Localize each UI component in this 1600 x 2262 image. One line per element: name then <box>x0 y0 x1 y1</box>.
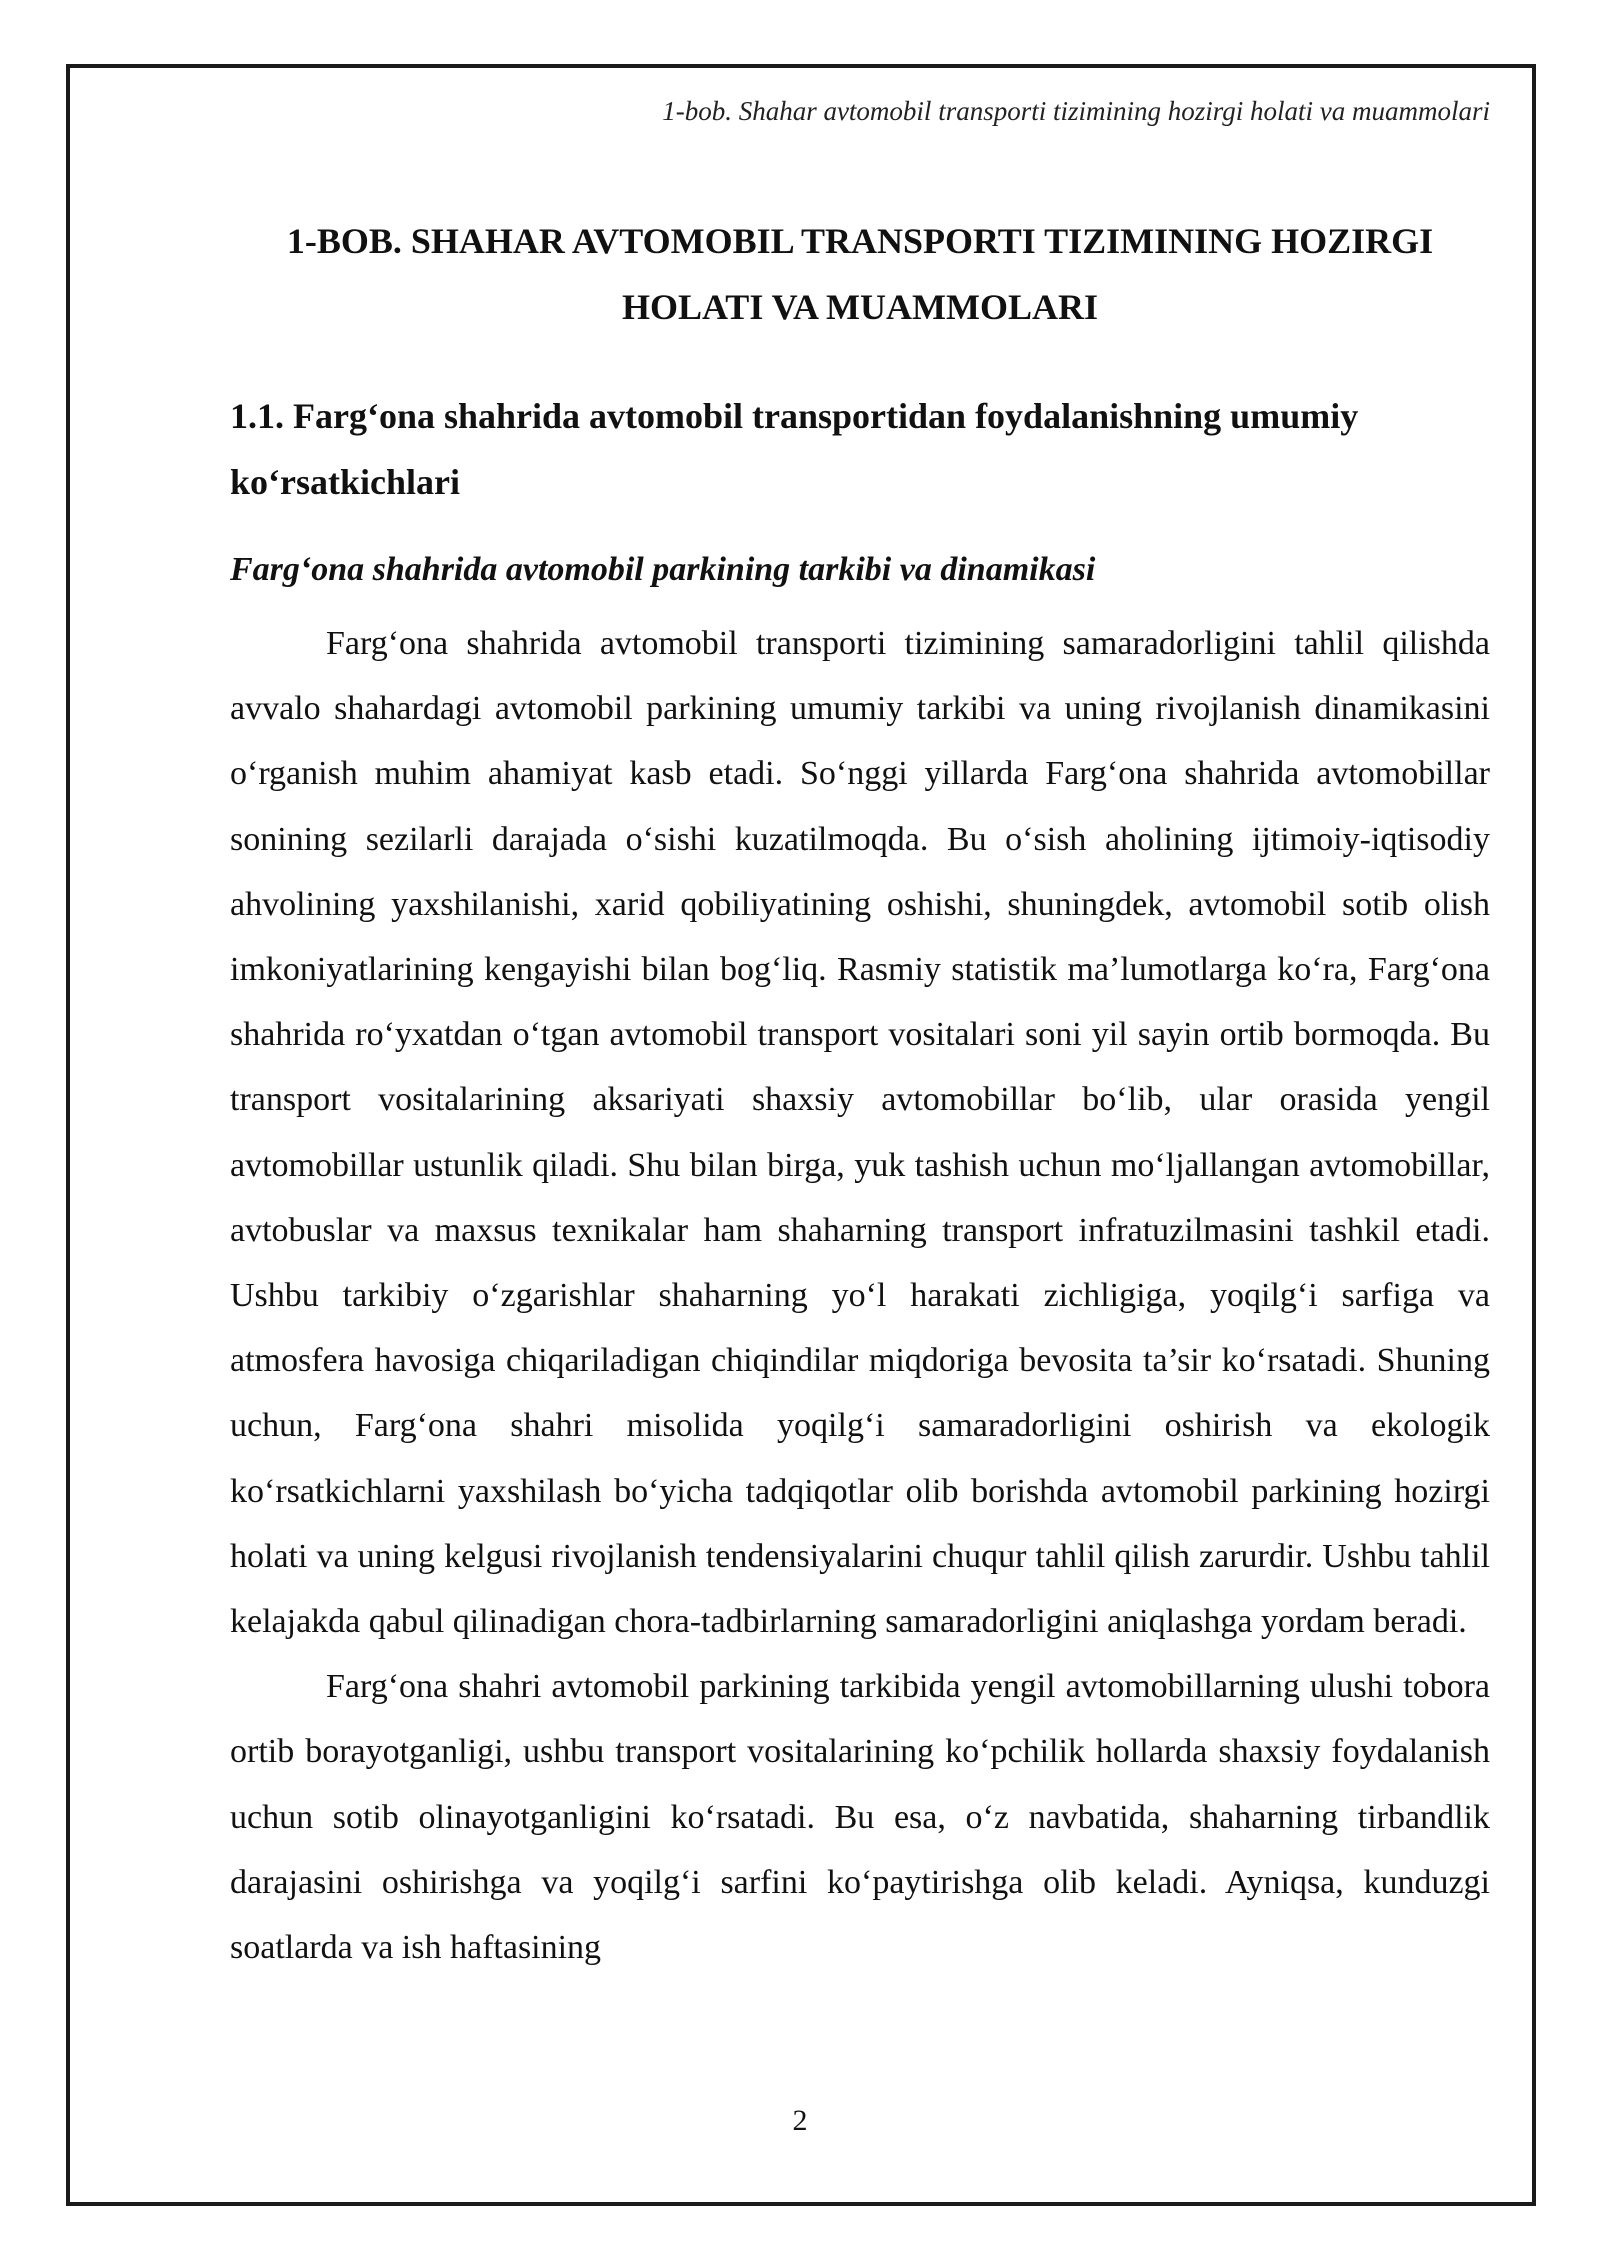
subsection-title: Farg‘ona shahrida avtomobil parkining tarkibi va dinamikasi <box>230 551 1096 588</box>
chapter-title <box>230 208 1490 340</box>
paragraph-2: Farg‘ona shahri avtomobil parkining tarkibida yengil avtomobillarning ulushi tobora ortib borayotganligi, ushbu transport vositalarining ko‘pchilik hollarda shaxsiy foydalanish uchun sotib olinayotganligini ko‘rsatadi. Bu esa, o‘z navbatida, shaharning tirbandlik darajasini oshirishga va yoqilg‘i sarfini ko‘paytirishga olib keladi. Ayniqsa, kunduzgi soatlarda va ish haftasining <box>230 1668 1490 1967</box>
chapter-title-line-2: HOLATI VA MUAMMOLARI <box>621 287 1099 327</box>
body-text <box>230 611 1490 1980</box>
running-header: 1-bob. Shahar avtomobil transporti tizimining hozirgi holati va muammolari <box>662 96 1490 126</box>
page-number: 2 <box>792 2104 808 2137</box>
paragraph-1: Farg‘ona shahrida avtomobil transporti tizimining samaradorligini tahlil qilishda avvalo shahardagi avtomobil parkining umumiy tarkibi va uning rivojlanish dinamikasini o‘rganish muhim ahamiyat kasb etadi. So‘nggi yillarda Farg‘ona shahrida avtomobillar sonining sezilarli darajada o‘sishi kuzatilmoqda. Bu o‘sish aholining ijtimoiy-iqtisodiy ahvolining yaxshilanishi, xarid qobiliyatining oshishi, shuningdek, avtomobil sotib olish imkoniyatlarining kengayishi bilan bog‘liq. Rasmiy statistik ma’lumotlarga ko‘ra, Farg‘ona shahrida ro‘yxatdan o‘tgan avtomobil transport vositalari soni yil sayin ortib bormoqda. Bu transport vositalarining aksariyati shaxsiy avtomobillar bo‘lib, ular orasida yengil avtomobillar ustunlik qiladi. Shu bilan birga, yuk tashish uchun mo‘ljallangan avtomobillar, avtobuslar va maxsus texnikalar ham shaharning transport infratuzilmasini tashkil etadi. Ushbu tarkibiy o‘zgarishlar shaharning yo‘l harakati zichligiga, yoqilg‘i sarfiga va atmosfera havosiga chiqariladigan chiqindilar miqdoriga bevosita ta’sir ko‘rsatadi. Shuning uchun, Farg‘ona shahri misolida yoqilg‘i samaradorligini oshirish va ekologik ko‘rsatkichlarni yaxshilash bo‘yicha tadqiqotlar olib borishda avtomobil parkining hozirgi holati va uning kelgusi rivojlanish tendensiyalarini chuqur tahlil qilish zarurdir. Ushbu tahlil kelajakda qabul qilinadigan chora-tadbirlarning samaradorligini aniqlashga yordam beradi. <box>230 625 1490 1641</box>
chapter-title-line-1: 1-BOB. SHAHAR AVTOMOBIL TRANSPORTI TIZIMINING HOZIRGI <box>286 221 1434 261</box>
section-title: 1.1. Farg‘ona shahrida avtomobil transportidan foydalanishning umumiy ko‘rsatkichlari <box>230 396 1359 502</box>
